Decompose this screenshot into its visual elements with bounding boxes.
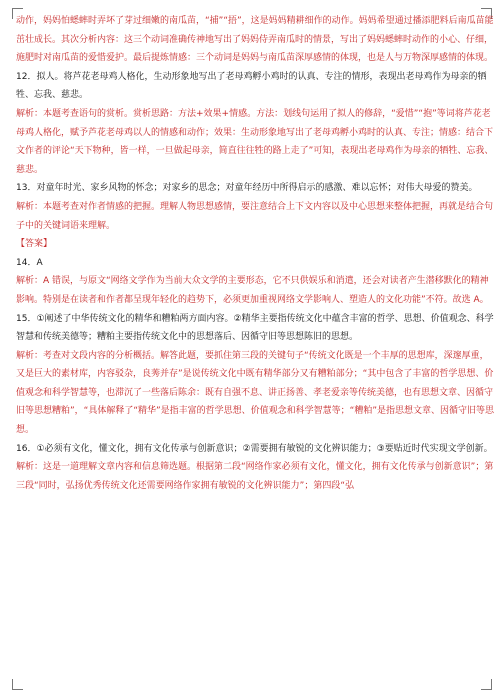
analysis-13: 解析：本题考查对作者情感的把握。理解人物思想感情，要注意结合上下文内容以及中心思想来整体把握，再就是结合句子中的关键词语来理解。 [16,201,494,231]
analysis-12: 解析：本题考查语句的赏析。赏析思路：方法+效果+情感。方法：划线句运用了拟人的修辞，“爱惜”“抱”等词将芦花老母鸡人格化，赋予芦花老母鸡以人的情感和动作；效果：生动形象地写出了老母鸡孵小鸡时的认真、专注；情感：结合下文作者的评论“天下物种，皆一样，一旦做起母亲，简直往往牲的路上走了”可知，表现出老母鸡作为母亲的牺牲、忘我、慈悲。 [16,108,494,175]
analysis-16: 解析：这是一道理解文章内容和信息筛选题。根据第二段“网络作家必须有文化，懂文化，拥有文化传承与创新意识”；第三段“同时，弘扬优秀传统文化还需要网络作家拥有敏锐的文化辨识能力”；第四段“弘 [16,462,494,491]
answer-14: 14．A [16,257,43,268]
crop-mark-bottom-right [481,679,492,690]
document-body [16,12,494,495]
answer-heading: 【答案】 [16,239,53,250]
answer-13: 13．对童年时光、家乡风物的怀念；对家乡的思念；对童年经历中所得启示的感激、难以忘怀；对伟大母爱的赞美。 [16,183,478,194]
answer-16: 16．①必须有文化，懂文化，拥有文化传承与创新意识；②需要拥有敏锐的文化辨识能力；③要贴近时代实现文学创新。 [16,443,493,454]
analysis-15: 解析：考查对文段内容的分析概括。解答此题，要抓住第三段的关键句子“传统文化既是一个丰厚的思想库，深邃厚重，又是巨大的素材库，内容驳杂，良莠并存”是说传统文化中既有精华部分又有糟粕部分；“其中包含了丰富的哲学思想、价值观念和科学智慧等，也滞沉了一些落后陈余：既有自强不息、讲正扬善、孝老爱亲等传统美德，也有思想文章、因循守旧等思想糟粕”，“具体解释了“精华”是指丰富的哲学思想、价值观念和科学智慧等；“糟粕”是指思想文章、因循守旧等思想。 [16,350,494,436]
answer-15: 15．①阐述了中华传统文化的精华和糟粕两方面内容。②精华主要指传统文化中蕴含丰富的哲学、思想、价值观念、科学智慧和传统美德等；糟粕主要指传统文化中的思想落后、因循守旧等思想陈旧的思想。 [16,313,494,343]
analysis-paragraph-11-continued: 动作，妈妈怕蟋蟀时弄坏了芽过细嫩的南瓜苗，“捕”“捂”，这是妈妈精耕细作的动作。妈妈希望通过播添肥料后南瓜苗能茁壮成长。其次分析内容：这三个动词准确传神地写出了妈妈侍弄南瓜时的情景，写出了妈妈蟋蟀时动作的小心、仔细，施肥时对南瓜苗的爱惜爱护。最后提炼情感：三个动词是妈妈与南瓜苗深厚感情的体现，也是人与万物深厚感情的体现。 [16,16,494,64]
crop-mark-bottom-left [12,679,23,690]
analysis-14: 解析：A 错误，与原文“网络文学作为当前大众文学的主要形态，它不只供娱乐和消遣，还会对读者产生潜移默化的精神影响。特别是在读者和作者都呈现年轻化的趋势下，必须更加重视网络文学影响人、塑造人的文化功能”不符。故选 A。 [16,276,489,305]
answer-12: 12．拟人。将芦花老母鸡人格化，生动形象地写出了老母鸡孵小鸡时的认真、专注的情形，表现出老母鸡作为母亲的牺牲、忘我、慈悲。 [16,71,487,101]
